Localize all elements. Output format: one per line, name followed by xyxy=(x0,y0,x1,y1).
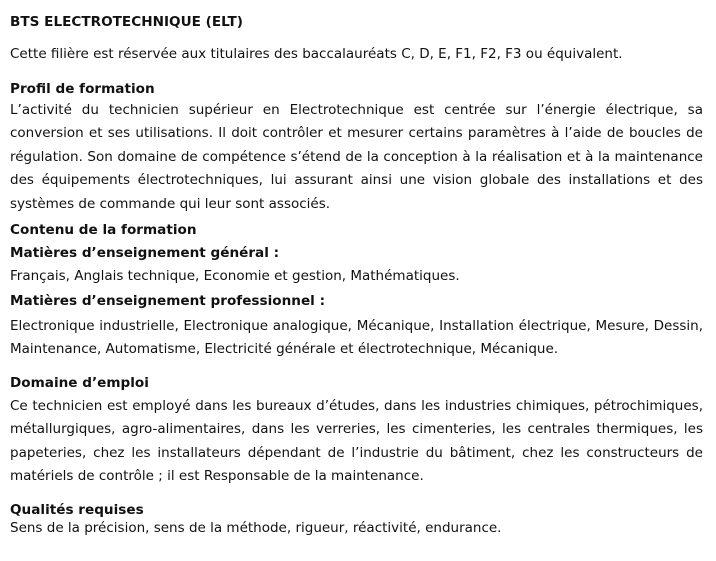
section-heading-emploi: Domaine d’emploi xyxy=(10,375,149,391)
section-heading-qualites: Qualités requises xyxy=(10,502,144,518)
page-title: BTS ELECTROTECHNIQUE (ELT) xyxy=(10,14,244,30)
qualites-paragraph: Sens de la précision, sens de la méthode, rigueur, réactivité, endurance. xyxy=(10,520,502,536)
professionnel-paragraph: Electronique industrielle, Electronique analogique, Mécanique, Installation électrique, Mesure, Dessin, Maintenance, Automatisme, Electricité générale et électrotechnique, Mécanique. xyxy=(10,318,703,358)
section-heading-profil: Profil de formation xyxy=(10,81,155,97)
profil-paragraph: L’activité du technicien supérieur en Electrotechnique est centrée sur l’énergie électrique, sa conversion et ses utilisations. Il doit contrôler et mesurer certains paramètres à l’aide de boucles de régulation. Son domaine de compétence s’étend de la conception à la réalisation et à la maintenance des équipements électrotechniques, lui assurant ainsi une vision globale des installations et des systèmes de commande qui leur sont associés. xyxy=(10,102,703,212)
section-heading-contenu: Contenu de la formation xyxy=(10,222,197,238)
subheading-professionnel: Matières d’enseignement professionnel : xyxy=(10,293,325,309)
subheading-general: Matières d’enseignement général : xyxy=(10,245,280,261)
emploi-paragraph: Ce technicien est employé dans les bureaux d’études, dans les industries chimiques, pétrochimiques, métallurgiques, agro-alimentaires, dans les verreries, les cimenteries, les centrales thermiques, les papeteries, chez les installateurs dépendant de l’industrie du bâtiment, chez les constructeurs de matériels de contrôle ; il est Responsable de la maintenance. xyxy=(10,398,703,485)
general-paragraph: Français, Anglais technique, Economie et gestion, Mathématiques. xyxy=(10,268,460,284)
intro-paragraph: Cette filière est réservée aux titulaires des baccalauréats C, D, E, F1, F2, F3 ou équivalent. xyxy=(10,46,623,62)
